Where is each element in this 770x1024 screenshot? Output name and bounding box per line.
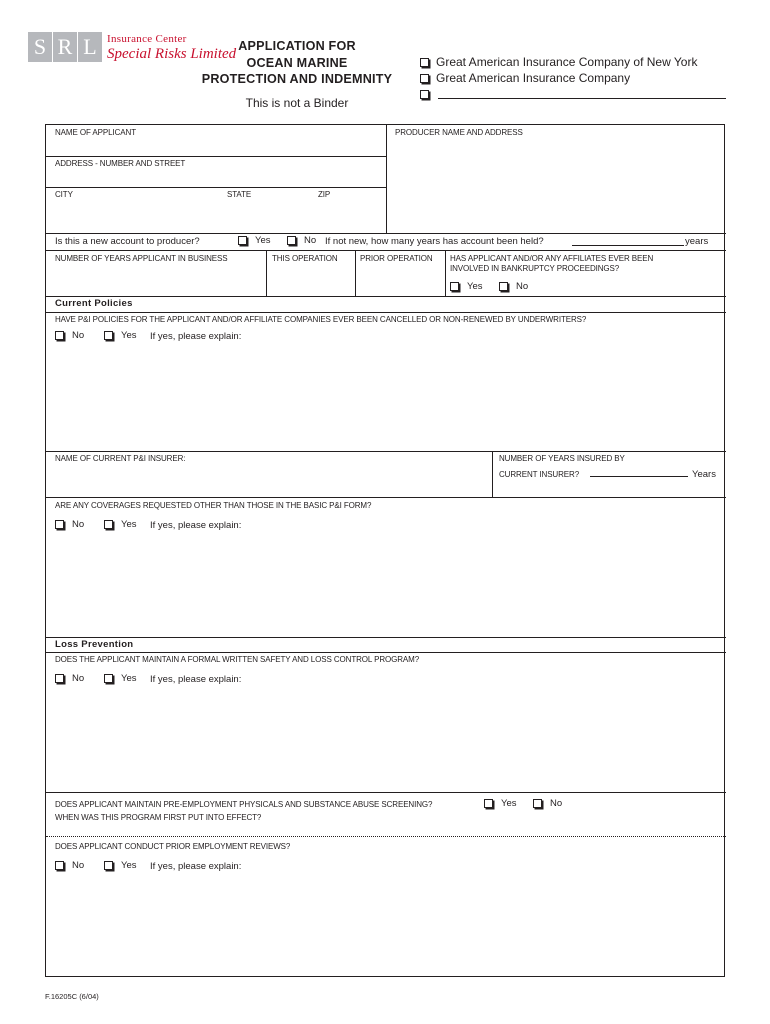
- divider: [46, 497, 726, 498]
- safety-program-question: DOES THE APPLICANT MAINTAIN A FORMAL WRITTEN SAFETY AND LOSS CONTROL PROGRAM?: [55, 655, 420, 664]
- new-account-yes-option[interactable]: [238, 235, 271, 246]
- option-label: Yes: [121, 330, 137, 341]
- checkbox-icon[interactable]: [55, 861, 64, 870]
- option-label: No: [72, 860, 85, 871]
- option-label: Yes: [121, 519, 137, 530]
- prior-operation-field[interactable]: PRIOR OPERATION: [360, 254, 433, 263]
- new-account-no-option[interactable]: [287, 235, 316, 246]
- company-label: Great American Insurance Company of New York: [436, 55, 698, 69]
- bankruptcy-question: HAS APPLICANT AND/OR ANY AFFILIATES EVER BEEN INVOLVED IN BANKRUPTCY PROCEEDINGS?: [450, 254, 654, 273]
- form-number: F.16205C (6/04): [45, 992, 99, 1001]
- screening-yes-option[interactable]: [484, 798, 517, 809]
- divider: [266, 250, 267, 296]
- screening-no-option[interactable]: [533, 798, 562, 809]
- company-label: Great American Insurance Company: [436, 71, 631, 85]
- cancelled-policies-question: HAVE P&I POLICIES FOR THE APPLICANT AND/OR AFFILIATE COMPANIES EVER BEEN CANCELLED OR NON-RENEWED BY UNDERWRITERS?: [55, 315, 587, 324]
- address-field[interactable]: ADDRESS - NUMBER AND STREET: [55, 159, 186, 168]
- years-insured-label: NUMBER OF YEARS INSURED BY: [499, 454, 625, 463]
- reviews-no-option[interactable]: [55, 860, 84, 871]
- checkbox-icon[interactable]: [420, 58, 429, 67]
- logo-monogram: [28, 32, 103, 64]
- divider: [46, 312, 726, 313]
- loss-prevention-heading: Loss Prevention: [55, 639, 134, 650]
- checkbox-icon[interactable]: [287, 236, 296, 245]
- option-label: No: [304, 235, 317, 246]
- company-options: [420, 54, 726, 102]
- option-label: No: [72, 673, 85, 684]
- checkbox-icon[interactable]: [55, 520, 64, 529]
- divider: [46, 792, 726, 793]
- account-years-field[interactable]: [572, 236, 684, 246]
- company-option-ny[interactable]: [420, 54, 726, 70]
- option-label: No: [516, 281, 529, 292]
- option-label: No: [72, 330, 85, 341]
- checkbox-icon[interactable]: [104, 520, 113, 529]
- zip-field[interactable]: ZIP: [318, 190, 331, 199]
- logo-letter: S: [28, 32, 52, 62]
- years-unit: years: [685, 236, 709, 247]
- logo-line-2: Special Risks Limited: [107, 46, 237, 62]
- divider: [355, 250, 356, 296]
- option-label: Yes: [467, 281, 483, 292]
- city-field[interactable]: CITY: [55, 190, 73, 199]
- safety-yes-option[interactable]: [104, 673, 137, 684]
- checkbox-icon[interactable]: [104, 674, 113, 683]
- checkbox-icon[interactable]: [499, 282, 508, 291]
- divider: [46, 637, 726, 638]
- current-insurer-label: CURRENT INSURER?: [499, 470, 580, 479]
- title-line-2: OCEAN MARINE: [246, 55, 348, 70]
- employment-reviews-question: DOES APPLICANT CONDUCT PRIOR EMPLOYMENT REVIEWS?: [55, 842, 291, 851]
- new-account-question: Is this a new account to producer?: [55, 236, 200, 247]
- coverages-explain-field[interactable]: If yes, please explain:: [150, 520, 242, 531]
- divider: [46, 652, 726, 653]
- state-field[interactable]: STATE: [227, 190, 252, 199]
- title-line-1: APPLICATION FOR: [238, 39, 356, 53]
- other-company-field[interactable]: [438, 89, 726, 99]
- option-label: No: [72, 519, 85, 530]
- checkbox-icon[interactable]: [450, 282, 459, 291]
- divider: [46, 187, 386, 188]
- account-years-question: If not new, how many years has account been held?: [325, 236, 544, 247]
- binder-note: This is not a Binder: [245, 96, 349, 110]
- bankruptcy-yes-option[interactable]: [450, 281, 483, 292]
- divider: [492, 451, 493, 497]
- divider: [46, 451, 726, 452]
- checkbox-icon[interactable]: [238, 236, 247, 245]
- checkbox-icon[interactable]: [104, 331, 113, 340]
- checkbox-icon[interactable]: [533, 799, 542, 808]
- divider: [386, 125, 387, 233]
- years-insured-field[interactable]: [590, 467, 688, 477]
- applicant-name-field[interactable]: NAME OF APPLICANT: [55, 128, 136, 137]
- checkbox-icon[interactable]: [420, 74, 429, 83]
- coverages-question: ARE ANY COVERAGES REQUESTED OTHER THAN THOSE IN THE BASIC P&I FORM?: [55, 501, 372, 510]
- title-line-3: PROTECTION AND INDEMNITY: [201, 72, 393, 86]
- divider: [46, 836, 726, 837]
- current-policies-heading: Current Policies: [55, 298, 133, 309]
- divider: [445, 250, 446, 296]
- form-title: [186, 38, 408, 88]
- checkbox-icon[interactable]: [104, 861, 113, 870]
- divider: [46, 233, 726, 234]
- option-label: Yes: [121, 860, 137, 871]
- checkbox-icon[interactable]: [484, 799, 493, 808]
- option-label: Yes: [255, 235, 271, 246]
- cancelled-no-option[interactable]: [55, 330, 84, 341]
- checkbox-icon[interactable]: [420, 90, 429, 99]
- screening-question: DOES APPLICANT MAINTAIN PRE-EMPLOYMENT PHYSICALS AND SUBSTANCE ABUSE SCREENING?: [55, 800, 433, 809]
- current-insurer-field[interactable]: NAME OF CURRENT P&I INSURER:: [55, 454, 186, 463]
- checkbox-icon[interactable]: [55, 331, 64, 340]
- checkbox-icon[interactable]: [55, 674, 64, 683]
- cancelled-explain-field[interactable]: If yes, please explain:: [150, 331, 242, 342]
- program-start-field[interactable]: WHEN WAS THIS PROGRAM FIRST PUT INTO EFFECT?: [55, 813, 262, 822]
- coverages-no-option[interactable]: [55, 519, 84, 530]
- divider: [46, 250, 726, 251]
- company-option-gaic[interactable]: [420, 70, 726, 86]
- logo-letter: R: [53, 32, 77, 62]
- reviews-explain-field[interactable]: If yes, please explain:: [150, 861, 242, 872]
- company-option-other[interactable]: [420, 86, 726, 102]
- this-operation-field[interactable]: THIS OPERATION: [272, 254, 338, 263]
- option-label: Yes: [501, 798, 517, 809]
- logo-line-1: Insurance Center: [107, 33, 187, 45]
- logo-letter: L: [78, 32, 102, 62]
- option-label: No: [550, 798, 563, 809]
- producer-field[interactable]: PRODUCER NAME AND ADDRESS: [395, 128, 523, 137]
- reviews-yes-option[interactable]: [104, 860, 137, 871]
- safety-explain-field[interactable]: If yes, please explain:: [150, 674, 242, 685]
- safety-no-option[interactable]: [55, 673, 84, 684]
- divider: [46, 296, 726, 297]
- coverages-yes-option[interactable]: [104, 519, 137, 530]
- application-form: [45, 124, 725, 977]
- bankruptcy-no-option[interactable]: [499, 281, 528, 292]
- cancelled-yes-option[interactable]: [104, 330, 137, 341]
- years-in-business-label: NUMBER OF YEARS APPLICANT IN BUSINESS: [55, 254, 228, 263]
- years-insured-unit: Years: [692, 469, 716, 480]
- divider: [46, 156, 386, 157]
- option-label: Yes: [121, 673, 137, 684]
